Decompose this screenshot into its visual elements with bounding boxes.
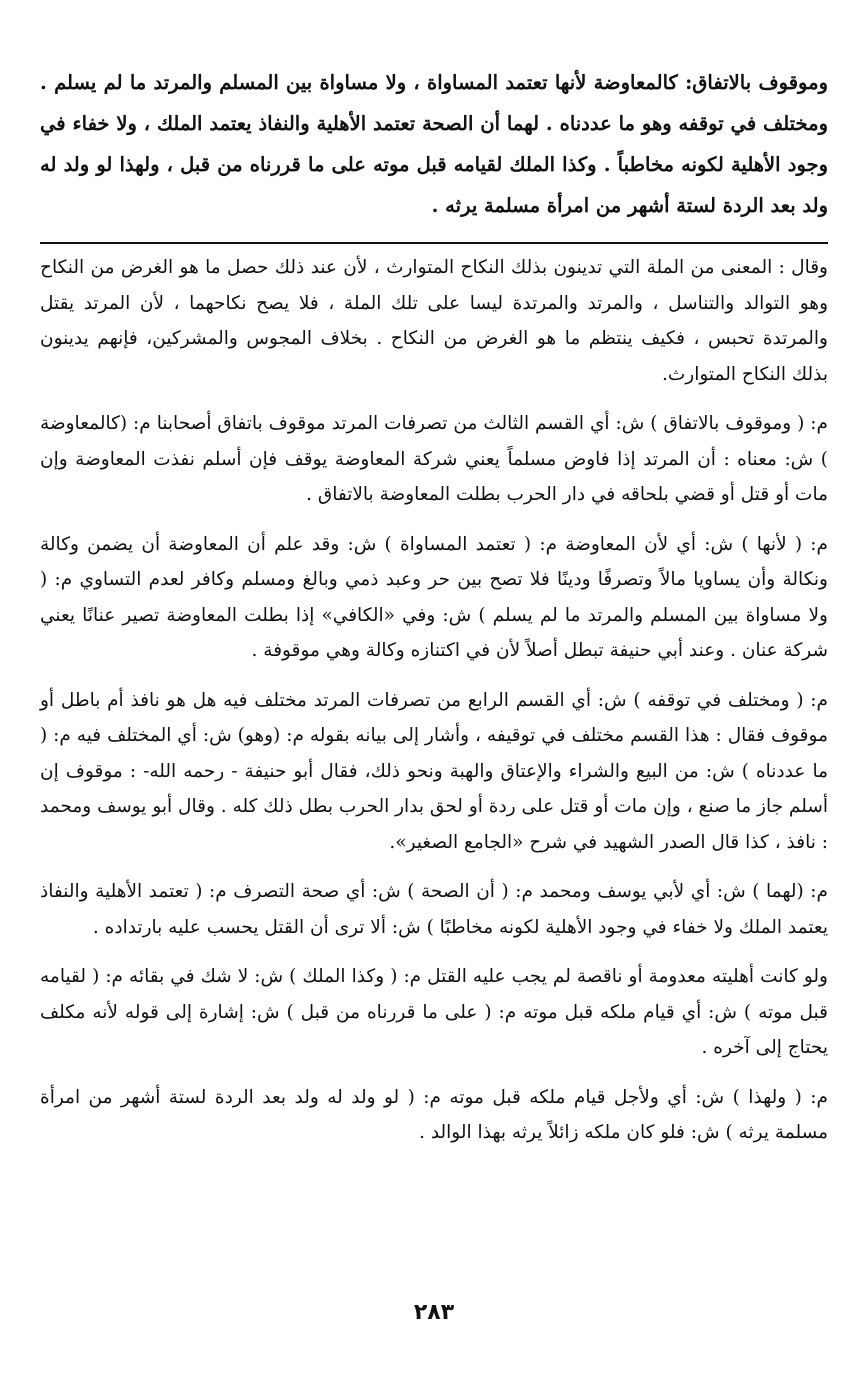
separator-line bbox=[40, 242, 828, 244]
commentary-paragraph-4: م: ( ومختلف في توقفه ) ش: أي القسم الرابع من تصرفات المرتد مختلف فيه هل هو نافذ أم باطل أو موقوف فقال : هذا القسم مختلف في توقيفه ، وأشار إلى بيانه بقوله م: (وهو) ش: أي المختلف فيه م: ( ما عددناه ) ش: من البيع والشراء والإعتاق والهبة ونحو ذلك، فقال أبو حنيفة - رحمه الله- : موقوف إن أسلم جاز ما صنع ، وإن مات أو قتل على ردة أو لحق بدار الحرب بطل ذلك كله . وقال أبو يوسف ومحمد : نافذ ، كذا قال الصدر الشهيد في شرح «الجامع الصغير». bbox=[40, 689, 828, 853]
main-text-block bbox=[40, 62, 828, 226]
page-number: ٢٨٣ bbox=[413, 1300, 455, 1325]
commentary-paragraph-3: م: ( لأنها ) ش: أي لأن المعاوضة م: ( تعتمد المساواة ) ش: وقد علم أن المعاوضة أن يضمن وكالة ونكالة وأن يساويا مالاً وتصرفًا ودينًا فلا تصح بين حر وعبد ذمي وبالغ ومسلم وكافر لعدم التساوي م: ( ولا مساواة بين المسلم والمرتد ما لم يسلم ) ش: وفي «الكافي» إذا بطلت المعاوضة تصير عنانًا يعني شركة عنان . وعند أبي حنيفة تبطل أصلاً لأن في اكتنازه وكالة وهي موقوفة . bbox=[40, 533, 828, 661]
commentary-paragraph-6: ولو كانت أهليته معدومة أو ناقصة لم يجب عليه القتل م: ( وكذا الملك ) ش: لا شك في بقائه م: ( لقيامه قبل موته ) ش: أي قيام ملكه قبل موته م: ( على ما قررناه من قبل ) ش: إشارة إلى قوله لأنه مكلف يحتاج إلى آخره . bbox=[40, 966, 828, 1058]
commentary-block bbox=[40, 250, 828, 1151]
commentary-paragraph-5: م: (لهما ) ش: أي لأبي يوسف ومحمد م: ( أن الصحة ) ش: أي صحة التصرف م: ( تعتمد الأهلية والنفاذ يعتمد الملك ولا خفاء في وجود الأهلية لكونه مخاطبًا ) ش: ألا ترى أن القتل يحسب عليه بارتداده . bbox=[40, 881, 828, 938]
document-page bbox=[40, 62, 828, 1165]
main-text-paragraph: وموقوف بالاتفاق: كالمعاوضة لأنها تعتمد المساواة ، ولا مساواة بين المسلم والمرتد ما لم يسلم . ومختلف في توقفه وهو ما عددناه . لهما أن الصحة تعتمد الأهلية والنفاذ يعتمد الملك ، ولا خفاء في وجود الأهلية لكونه مخاطباً . وكذا الملك لقيامه قبل موته على ما قررناه من قبل ، ولهذا لو ولد له ولد بعد الردة لستة أشهر من امرأة مسلمة يرثه . bbox=[40, 71, 828, 217]
commentary-paragraph-2: م: ( وموقوف بالاتفاق ) ش: أي القسم الثالث من تصرفات المرتد موقوف باتفاق أصحابنا م: (كالمعاوضة ) ش: معناه : أن المرتد إذا فاوض مسلماً يعني شركة المعاوضة يوقف فإن أسلم نفذت المعاوضة وإن مات أو قتل أو قضي بلحاقه في دار الحرب بطلت المعاوضة بالاتفاق . bbox=[40, 413, 828, 505]
commentary-paragraph-1: وقال : المعنى من الملة التي تدينون بذلك النكاح المتوارث ، لأن عند ذلك حصل ما هو الغرض من النكاح وهو التوالد والتناسل ، والمرتد والمرتدة ليسا على تلك الملة ، فلا يصح نكاحهما ، لأن المرتد يقتل والمرتدة تحبس ، فكيف ينتظم ما هو الغرض من النكاح . بخلاف المجوس والمشركين، فإنهم يدينون بذلك النكاح المتوارث. bbox=[40, 257, 828, 385]
commentary-paragraph-7: م: ( ولهذا ) ش: أي ولأجل قيام ملكه قبل موته م: ( لو ولد له ولد بعد الردة لستة أشهر من امرأة مسلمة يرثه ) ش: فلو كان ملكه زائلاً يرثه بهذا الوالد . bbox=[40, 1086, 828, 1143]
